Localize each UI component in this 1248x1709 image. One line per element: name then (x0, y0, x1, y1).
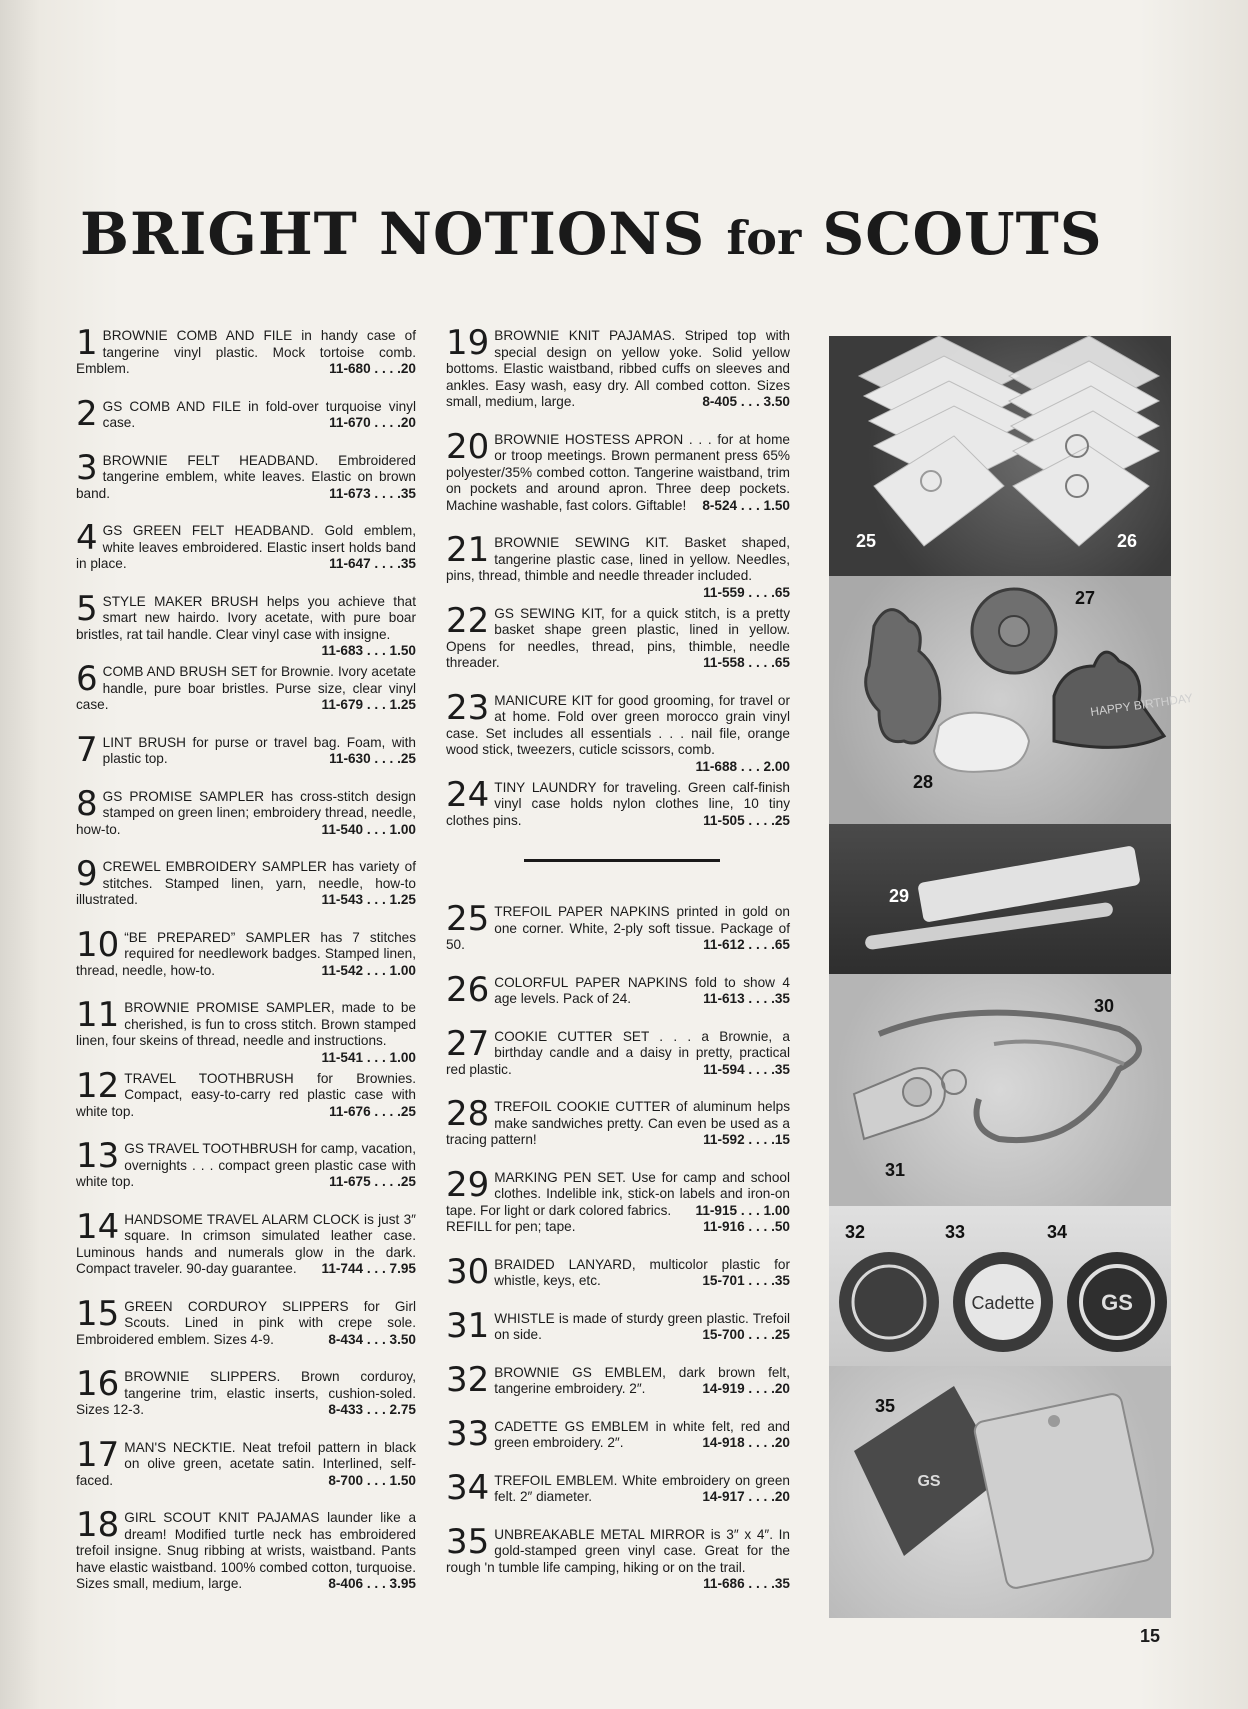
middle-column (446, 323, 790, 1597)
emblems-image (829, 1206, 1171, 1366)
photo-label-33: 33 (945, 1222, 966, 1242)
catalog-item-20: 20 BROWNIE HOSTESS APRON . . . for at home or troop meetings. Brown permanent press 65% polyester/35% combed cotton. Tangerine waistband, trim on pockets and around apron. Three deep pockets. Machine washable, fast colors. Giftable! 8-524 . . . 1.50 (446, 426, 790, 513)
catalog-item-25: 25 TREFOIL PAPER NAPKINS printed in gold on one corner. White, 2-ply soft tissue. Package of 50. 11-612 . . . .65 (446, 899, 790, 952)
photo-label-30: 30 (1094, 996, 1115, 1016)
lanyard-whistle-photo (829, 974, 1171, 1206)
mirror-case-gs-text: GS (917, 1473, 941, 1490)
catalog-item-1: 1 BROWNIE COMB AND FILE in handy case of tangerine vinyl plastic. Mock tortoise comb. Emblem. 11-680 . . . .20 (76, 323, 416, 376)
catalog-item-13: 13 GS TRAVEL TOOTHBRUSH for camp, vacation, overnights . . . compact green plastic case with white top. 11-675 . . . .25 (76, 1136, 416, 1189)
catalog-item-8: 8 GS PROMISE SAMPLER has cross-stitch design stamped on green linen; embroidery thread, needle, how-to. 11-540 . . . 1.00 (76, 783, 416, 837)
catalog-item-27: 27 COOKIE CUTTER SET . . . a Brownie, a birthday candle and a daisy in pretty, practical red plastic. 11-594 . . . .35 (446, 1023, 790, 1077)
marking-pen-photo (829, 824, 1171, 974)
lanyard-whistle-image (829, 974, 1171, 1206)
catalog-item-31: 31 WHISTLE is made of sturdy green plastic. Trefoil on side. 15-700 . . . .25 (446, 1305, 790, 1346)
catalog-item-3: 3 BROWNIE FELT HEADBAND. Embroidered tangerine emblem, white leaves. Elastic on brown band. 11-673 . . . .35 (76, 447, 416, 501)
napkins-photo (829, 336, 1171, 576)
photo-label-34: 34 (1047, 1222, 1068, 1242)
photo-label-25: 25 (856, 531, 877, 551)
photo-label-35: 35 (875, 1396, 896, 1416)
page-title: BRIGHT NOTIONS for SCOUTS (80, 200, 1103, 268)
catalog-item-33: 33 CADETTE GS EMBLEM in white felt, red and green embroidery. 2″. 14-918 . . . .20 (446, 1413, 790, 1454)
catalog-item-5: 5 STYLE MAKER BRUSH helps you achieve that smart new hairdo. Ivory acetate, with pure boar bristles, rat tail handle. Clear vinyl case with insigne. 11-683 . . . 1.50 (76, 588, 416, 658)
cookie-cutters-photo (829, 576, 1194, 824)
product-photo-column (829, 336, 1194, 1618)
cadette-badge-text: Cadette (971, 1293, 1035, 1313)
catalog-item-4: 4 GS GREEN FELT HEADBAND. Gold emblem, white leaves embroidered. Elastic insert holds band in place. 11-647 . . . .35 (76, 518, 416, 571)
catalog-item-26: 26 COLORFUL PAPER NAPKINS fold to show 4 age levels. Pack of 24. 11-613 . . . .35 (446, 969, 790, 1010)
catalog-item-12: 12 TRAVEL TOOTHBRUSH for Brownies. Compact, easy-to-carry red plastic case with white top. 11-676 . . . .25 (76, 1065, 416, 1119)
catalog-item-21: 21 BROWNIE SEWING KIT. Basket shaped, tangerine plastic case, lined in yellow. Needles, pins, thread, thimble and needle threader included. 11-559 . . . .65 (446, 530, 790, 600)
catalog-item-11: 11 BROWNIE PROMISE SAMPLER, made to be cherished, is fun to cross stitch. Brown stamped linen, four skeins of thread, needle and instructions. 11-541 . . . 1.00 (76, 995, 416, 1065)
catalog-item-7: 7 LINT BRUSH for purse or travel bag. Foam, with plastic top. 11-630 . . . .25 (76, 729, 416, 770)
marking-pen-image (829, 824, 1171, 974)
cookie-cutters-image (829, 576, 1194, 824)
page-number: 15 (1140, 1626, 1161, 1646)
catalog-item-24: 24 TINY LAUNDRY for traveling. Green calf-finish vinyl case holds nylon clothes line, 10 tiny clothes pins. 11-505 . . . .25 (446, 774, 790, 828)
photo-label-27: 27 (1075, 588, 1096, 608)
catalog-item-22: 22 GS SEWING KIT, for a quick stitch, is a pretty basket shape green plastic, lined in yellow. Opens for needles, thread, pins, thimble, needle threader. 11-558 . . . .65 (446, 600, 790, 670)
catalog-item-9: 9 CREWEL EMBROIDERY SAMPLER has variety of stitches. Stamped linen, yarn, needle, how-to illustrated. 11-543 . . . 1.25 (76, 854, 416, 907)
catalog-item-19: 19 BROWNIE KNIT PAJAMAS. Striped top with special design on yellow yoke. Solid yellow bottoms. Elastic waistband, ribbed cuffs on sleeves and ankles. Easy wash, easy dry. All combed cotton. Sizes small, medium, large. 8-405 . . . 3.50 (446, 323, 790, 409)
photo-label-31: 31 (885, 1160, 906, 1180)
catalog-item-14: 14 HANDSOME TRAVEL ALARM CLOCK is just 3″ square. In crimson simulated leather case. Luminous hands and numerals glow in the dark. Compact traveler. 90-day guarantee. 11-744 . . . 7.95 (76, 1206, 416, 1276)
catalog-item-2: 2 GS COMB AND FILE in fold-over turquoise vinyl case. 11-670 . . . .20 (76, 393, 416, 434)
catalog-item-15: 15 GREEN CORDUROY SLIPPERS for Girl Scouts. Lined in pink with crepe sole. Embroidered emblem. Sizes 4-9. 8-434 . . . 3.50 (76, 1293, 416, 1347)
catalog-item-32: 32 BROWNIE GS EMBLEM, dark brown felt, tangerine embroidery. 2″. 14-919 . . . .20 (446, 1359, 790, 1400)
catalog-item-28: 28 TREFOIL COOKIE CUTTER of aluminum helps make sandwiches pretty. Can even be used as a tracing pattern! 11-592 . . . .15 (446, 1094, 790, 1147)
photo-label-32: 32 (845, 1222, 866, 1242)
left-column (76, 323, 416, 1614)
mirror-photo (829, 1366, 1171, 1618)
catalog-item-35: 35 UNBREAKABLE METAL MIRROR is 3″ x 4″. In gold-stamped green vinyl case. Great for the rough 'n tumble life camping, hiking or on the trail. 11-686 . . . .35 (446, 1521, 790, 1591)
catalog-item-18: 18 GIRL SCOUT KNIT PAJAMAS launder like a dream! Modified turtle neck has embroidered trefoil insigne. Snug ribbing at wrists, waistband. Pants have elastic waistband. 100% combed cotton, turquoise. Sizes small, medium, large. 8-406 . . . 3.95 (76, 1505, 416, 1591)
cake-birthday-text: HAPPY BIRTHDAY (1089, 690, 1194, 719)
catalog-item-10: 10 “BE PREPARED” SAMPLER has 7 stitches required for needlework badges. Stamped linen, thread, needle, how-to. 11-542 . . . 1.00 (76, 924, 416, 978)
catalog-item-17: 17 MAN'S NECKTIE. Neat trefoil pattern in black on olive green, acetate satin. Interlined, self-faced. 8-700 . . . 1.50 (76, 1434, 416, 1488)
photo-label-26: 26 (1117, 531, 1138, 551)
section-divider (524, 859, 720, 862)
catalog-item-6: 6 COMB AND BRUSH SET for Brownie. Ivory acetate handle, pure boar bristles. Purse size, clear vinyl case. 11-679 . . . 1.25 (76, 659, 416, 712)
catalog-item-29: 29 MARKING PEN SET. Use for camp and school clothes. Indelible ink, stick-on labels and iron-on tape. For light or dark colored fabrics. 11-915 . . . 1.00 REFILL for pen; tape. 11-916 . . . .50 (446, 1164, 790, 1234)
catalog-item-16: 16 BROWNIE SLIPPERS. Brown corduroy, tangerine trim, elastic inserts, cushion-soled. Sizes 12-3. 8-433 . . . 2.75 (76, 1364, 416, 1417)
catalog-item-30: 30 BRAIDED LANYARD, multicolor plastic for whistle, keys, etc. 15-701 . . . .35 (446, 1251, 790, 1292)
catalog-item-23: 23 MANICURE KIT for good grooming, for travel or at home. Fold over green morocco grain vinyl case. Set includes all essentials . . . nail file, orange wood stick, tweezers, cuticle scissors, comb. 11-688 . . . 2.00 (446, 687, 790, 774)
emblems-photo (829, 1206, 1171, 1366)
gs-badge-text: GS (1101, 1290, 1133, 1315)
catalog-item-34: 34 TREFOIL EMBLEM. White embroidery on green felt. 2″ diameter. 14-917 . . . .20 (446, 1467, 790, 1508)
photo-label-29: 29 (889, 886, 910, 906)
photo-label-28: 28 (913, 772, 934, 792)
